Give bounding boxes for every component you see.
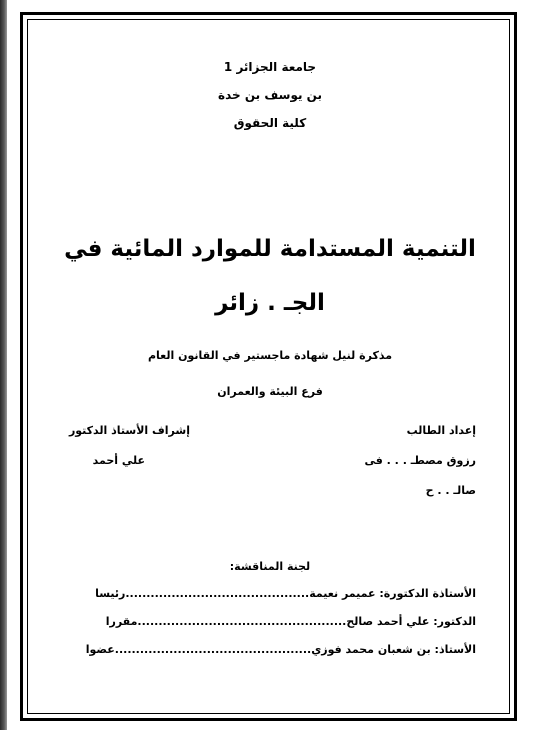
member-name: الأستاذ: بن شعبان محمد فوزي [311, 643, 476, 656]
page-edge-shadow [0, 0, 7, 730]
committee-member [85, 643, 476, 656]
member-dots: ............................................... [114, 643, 312, 656]
prepared-by-label: إعداد الطالب [406, 424, 476, 437]
supervisor-name: علي أحمد [92, 454, 145, 467]
member-role: مقررا [105, 615, 138, 628]
thesis-title-line2: الجـ . زائر [215, 290, 325, 316]
member-role: رئيسا [95, 587, 126, 600]
member-dots: ............................................ [125, 587, 310, 600]
committee-member [105, 615, 476, 628]
member-name: الأستاذة الدكتورة: عميمر نعيمة [309, 587, 476, 600]
university-name: جامعة الجزائر 1 [223, 60, 317, 74]
student-name-line2: صالـ . . ح [425, 484, 476, 497]
faculty-name: كلية الحقوق [233, 116, 307, 130]
committee-title: لجنة المناقشة: [229, 560, 311, 573]
member-dots: .................................................. [137, 615, 347, 628]
institute-name: بن يوسف بن خدة [218, 88, 322, 102]
branch-statement: فرع البيئة والعمران [217, 385, 323, 398]
member-name: الدكتور: علي أحمد صالح [346, 615, 476, 628]
supervisor-label: إشراف الأستاذ الدكتور [68, 424, 190, 437]
committee-member [95, 587, 476, 600]
degree-statement: مذكرة لنيل شهادة ماجستير في القانون العام [147, 349, 393, 362]
member-role: عضوا [85, 643, 115, 656]
thesis-title-line1: التنمية المستدامة للموارد المائية في [64, 236, 476, 262]
student-name-line1: رزوق مصطـ . . . فى [364, 454, 476, 467]
